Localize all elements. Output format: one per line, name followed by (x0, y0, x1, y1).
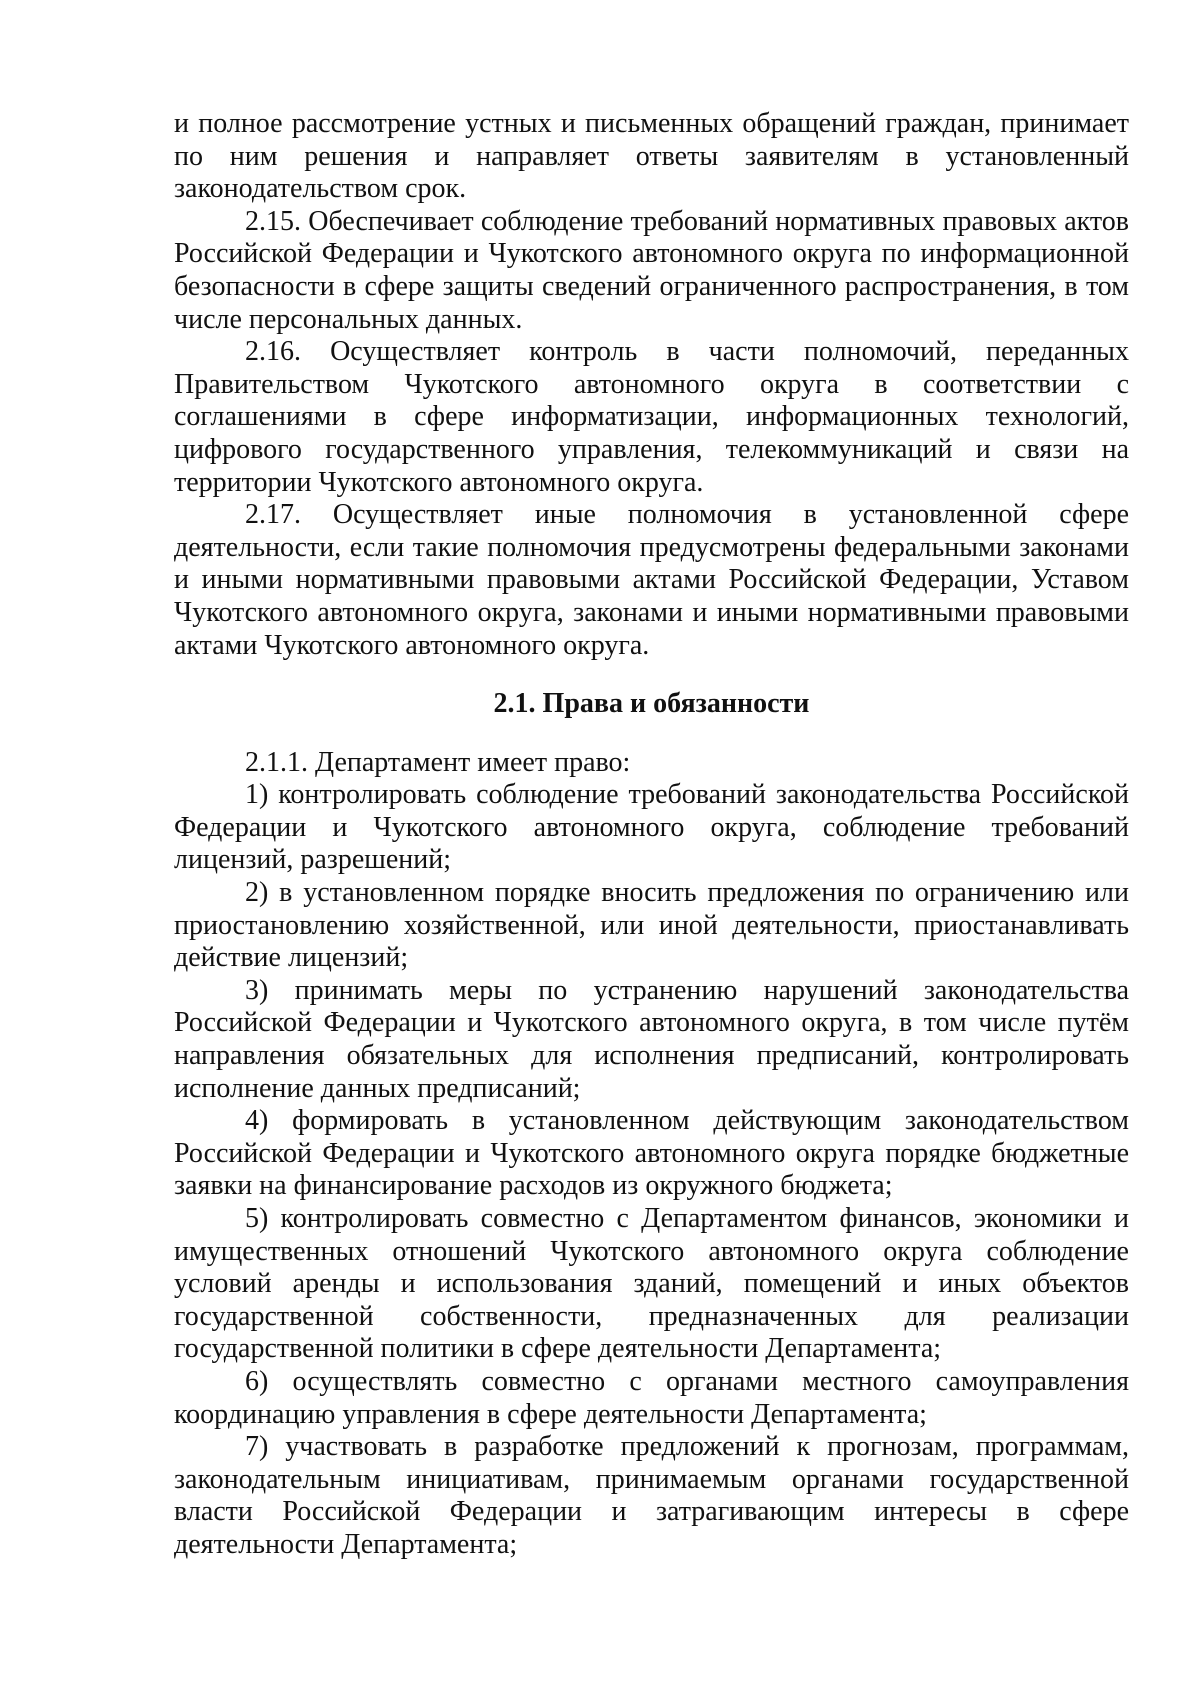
list-item-5: 5) контролировать совместно с Департаментом финансов, экономики и имущественных отношений Чукотского автономного округа соблюдение условий аренды и использования зданий, помещений и иных объектов государственной собственности, предназначенных для реализации государственной политики в сфере деятельности Департамента; (174, 1203, 1129, 1365)
paragraph-2-16: 2.16. Осуществляет контроль в части полномочий, переданных Правительством Чукотского автономного округа в соответствии с соглашениями в сфере информатизации, информационных технологий, цифрового государственного управления, телекоммуникаций и связи на территории Чукотского автономного округа. (174, 336, 1129, 498)
list-item-4: 4) формировать в установленном действующим законодательством Российской Федерации и Чукотского автономного округа порядке бюджетные заявки на финансирование расходов из окружного бюджета; (174, 1105, 1129, 1202)
list-item-3: 3) принимать меры по устранению нарушений законодательства Российской Федерации и Чукотского автономного округа, в том числе путём направления обязательных для исполнения предписаний, контролировать исполнение данных предписаний; (174, 974, 1129, 1104)
page-body (174, 108, 1129, 1562)
paragraph-continuation: и полное рассмотрение устных и письменных обращений граждан, принимает по ним решения и направляет ответы заявителям в установленный законодательством срок. (174, 108, 1129, 205)
paragraph-2-17: 2.17. Осуществляет иные полномочия в установленной сфере деятельности, если такие полномочия предусмотрены федеральными законами и иными нормативными правовыми актами Российской Федерации, Уставом Чукотского автономного округа, законами и иными нормативными правовыми актами Чукотского автономного округа. (174, 499, 1129, 661)
list-item-7: 7) участвовать в разработке предложений к прогнозам, программам, законодательным инициативам, принимаемым органами государственной власти Российской Федерации и затрагивающим интересы в сфере деятельности Департамента; (174, 1431, 1129, 1560)
paragraph-2-15: 2.15. Обеспечивает соблюдение требований нормативных правовых актов Российской Федерации и Чукотского автономного округа по информационной безопасности в сфере защиты сведений ограниченного распространения, в том числе персональных данных. (174, 205, 1129, 335)
list-item-6: 6) осуществлять совместно с органами местного самоуправления координацию управления в сфере деятельности Департамента; (174, 1365, 1129, 1430)
list-item-2: 2) в установленном порядке вносить предложения по ограничению или приостановлению хозяйственной, или иной деятельности, приостанавливать действие лицензий; (174, 877, 1129, 974)
paragraph-2-1-1: 2.1.1. Департамент имеет право: (245, 746, 631, 778)
list-item-1: 1) контролировать соблюдение требований законодательства Российской Федерации и Чукотского автономного округа, соблюдение требований лицензий, разрешений; (174, 779, 1129, 876)
section-heading: 2.1. Права и обязанности (493, 688, 810, 720)
